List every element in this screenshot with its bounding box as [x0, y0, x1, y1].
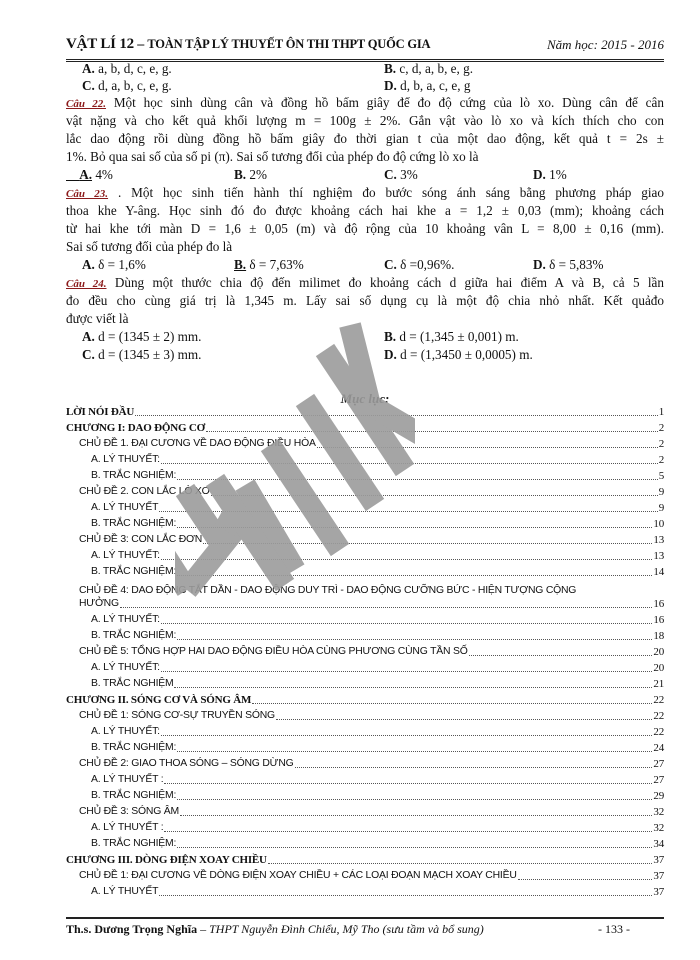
question-label: Câu 24. — [66, 278, 107, 290]
toc-entry[interactable]: CHỦ ĐỀ 3: CON LẮC ĐƠN 13 — [79, 534, 664, 546]
q22-option-c: C. 3% — [384, 167, 418, 182]
toc-entry[interactable]: CHỦ ĐỀ 5: TỔNG HỢP HAI DAO ĐỘNG ĐIỀU HÒA CÙNG PHƯƠNG CÙNG TẦN SỐ 20 — [79, 646, 664, 658]
option-c: C. d, a, b, c, e, g. — [82, 78, 172, 93]
toc-entry[interactable]: B. TRẮC NGHIỆM: 5 — [91, 470, 664, 482]
question-22-line: Câu 22. Một học sinh dùng cân và đồng hồ bấm giây để đo độ cứng của lò xo. Dùng cân để cân — [66, 95, 664, 110]
question-24-line: Câu 24. Dùng một thước chia độ đến milimet đo khoảng cách d giữa hai điểm A và B, cả 5 lần — [66, 275, 664, 290]
footer-divider — [66, 917, 664, 919]
toc-entry[interactable]: B. TRẮC NGHIỆM: 29 — [91, 790, 664, 802]
toc-entry[interactable]: LỜI NÓI ĐẦU 1 — [66, 406, 664, 418]
question-text-line: vật nặng và cho kết quả khối lượng m = 100g ± 2%. Gắn vật vào lò xo và kích thích cho con — [66, 113, 664, 128]
q22-option-a: A. 4% — [79, 167, 113, 182]
header-book-title: TOÀN TẬP LÝ THUYẾT ÔN THI THPT QUỐC GIA — [147, 37, 431, 51]
q24-option-d: D. d = (1,3450 ± 0,0005) m. — [384, 347, 533, 362]
toc-entry[interactable]: A. LÝ THUYẾT: 16 — [91, 614, 664, 626]
header-school-year: Năm học: 2015 - 2016 — [547, 37, 664, 52]
header-subject: VẬT LÍ 12 — [66, 36, 134, 52]
q24-option-c: C. d = (1345 ± 3) mm. — [82, 347, 202, 362]
toc-entry[interactable]: B. TRẮC NGHIỆM: 24 — [91, 742, 664, 754]
footer-school: THPT Nguyễn Đình Chiểu, Mỹ Tho (sưu tầm và bổ sung) — [209, 922, 484, 936]
question-text-line: Sai số tương đối của phép đo là — [66, 239, 233, 254]
q22-option-d: D. 1% — [533, 167, 567, 182]
toc-entry[interactable]: CHỦ ĐỀ 2: GIAO THOA SÓNG – SÓNG DỪNG 27 — [79, 758, 664, 770]
toc-entry[interactable]: B. TRẮC NGHIỆM 21 — [91, 678, 664, 690]
toc-entry[interactable]: A. LÝ THUYẾT: 20 — [91, 662, 664, 674]
question-text-line: được viết là — [66, 311, 129, 326]
question-text-line: từ hai khe tới màn D = 1,6 ± 0,05 (m) và độ rộng của 10 khoảng vân L = 8,00 ± 0,16 (mm). — [66, 221, 664, 236]
question-text-line: 1%. Bỏ qua sai số của số pi (π). Sai số tương đối của phép đo độ cứng lò xo là — [66, 149, 479, 164]
toc-entry[interactable]: CHƯƠNG III. DÒNG ĐIỆN XOAY CHIỀU 37 — [66, 854, 664, 866]
question-label: Câu 22. — [66, 98, 106, 110]
question-23-line: Câu 23. . Một học sinh tiến hành thí nghiệm đo bước sóng ánh sáng bằng phương pháp giao — [66, 185, 664, 200]
toc-entry[interactable]: A. LÝ THUYẾT: 22 — [91, 726, 664, 738]
toc-entry[interactable]: CHƯƠNG II. SÓNG CƠ VÀ SÓNG ÂM 22 — [66, 694, 664, 706]
toc-leader — [135, 415, 658, 416]
toc-entry[interactable]: A. LÝ THUYẾT: 2 — [91, 454, 664, 466]
q23-option-b: B. δ = 7,63% — [234, 257, 304, 272]
question-text-line: thoa khe Y-âng. Học sinh đó đo được khoảng cách hai khe a = 1,2 ± 0,03 (mm); khoảng cách — [66, 203, 664, 218]
question-text-line: lắc dao động rồi dùng đồng hồ bấm giây đo thời gian t của một dao động, kết quả t = 2s ± — [66, 131, 664, 146]
toc-entry[interactable]: CHỦ ĐỀ 1: ĐẠI CƯƠNG VỀ DÒNG ĐIỆN XOAY CHIỀU + CÁC LOẠI ĐOẠN MẠCH XOAY CHIỀU 37 — [79, 870, 664, 882]
toc-entry[interactable]: B. TRẮC NGHIỆM: 14 — [91, 566, 664, 578]
toc-entry[interactable]: A. LÝ THUYẾT 37 — [91, 886, 664, 898]
toc-entry[interactable]: CHỦ ĐỀ 2. CON LẮC LÒ XO 9 — [79, 486, 664, 498]
option-b: B. c, d, a, b, e, g. — [384, 61, 473, 76]
toc-entry[interactable]: A. LÝ THUYẾT: 13 — [91, 550, 664, 562]
toc-entry[interactable]: HƯỞNG 16 — [79, 598, 664, 610]
toc-entry[interactable]: B. TRẮC NGHIỆM: 34 — [91, 838, 664, 850]
question-text-line: đo đều cho cùng giá trị là 1,345 m. Lấy sai số dụng cụ là một độ chia nhỏ nhất. Kết quảđo — [66, 293, 664, 308]
toc-entry[interactable]: CHỦ ĐỀ 1: SÓNG CƠ-SỰ TRUYỀN SÓNG 22 — [79, 710, 664, 722]
q22-option-b: B. 2% — [234, 167, 267, 182]
q24-option-b: B. d = (1,345 ± 0,001) m. — [384, 329, 519, 344]
question-label: Câu 23. — [66, 188, 109, 200]
page-header — [66, 30, 664, 60]
page-footer: Th.s. Dương Trọng Nghĩa – THPT Nguyễn Đình Chiểu, Mỹ Tho (sưu tầm và bổ sung) - 133 - — [66, 922, 630, 936]
page-number: - 133 - — [598, 922, 630, 936]
footer-author: Th.s. Dương Trọng Nghĩa — [66, 922, 198, 936]
option-d: D. d, b, a, c, e, g — [384, 78, 471, 93]
toc-entry[interactable]: B. TRẮC NGHIỆM: 18 — [91, 630, 664, 642]
option-a: A. a, b, d, c, e, g. — [82, 61, 172, 76]
header-title: VẬT LÍ 12 – TOÀN TẬP LÝ THUYẾT ÔN THI THPT QUỐC GIA — [66, 36, 431, 52]
toc-entry[interactable]: CHƯƠNG I: DAO ĐỘNG CƠ 2 — [66, 422, 664, 434]
toc-entry[interactable]: A. LÝ THUYẾT 9 — [91, 502, 664, 514]
toc-entry[interactable]: CHỦ ĐỀ 3: SÓNG ÂM 32 — [79, 806, 664, 818]
q24-option-a: A. d = (1345 ± 2) mm. — [82, 329, 202, 344]
toc-entry[interactable]: CHỦ ĐỀ 1. ĐẠI CƯƠNG VỀ DAO ĐỘNG ĐIỀU HÒA 2 — [79, 438, 664, 450]
q23-option-d: D. δ = 5,83% — [533, 257, 604, 272]
toc-title: Mục lục: — [340, 391, 390, 406]
q23-option-a: A. δ = 1,6% — [82, 257, 146, 272]
toc-entry[interactable]: B. TRẮC NGHIỆM: 10 — [91, 518, 664, 530]
q23-option-c: C. δ =0,96%. — [384, 257, 455, 272]
toc-entry[interactable]: A. LÝ THUYẾT : 27 — [91, 774, 664, 786]
toc-entry[interactable]: A. LÝ THUYẾT : 32 — [91, 822, 664, 834]
toc-entry-wrapped-line[interactable]: CHỦ ĐỀ 4: DAO ĐỘNG TẮT DẦN - DAO ĐỘNG DUY TRÌ - DAO ĐỘNG CƯỠNG BỨC - HIỆN TƯỢNG CỘNG — [79, 585, 577, 596]
